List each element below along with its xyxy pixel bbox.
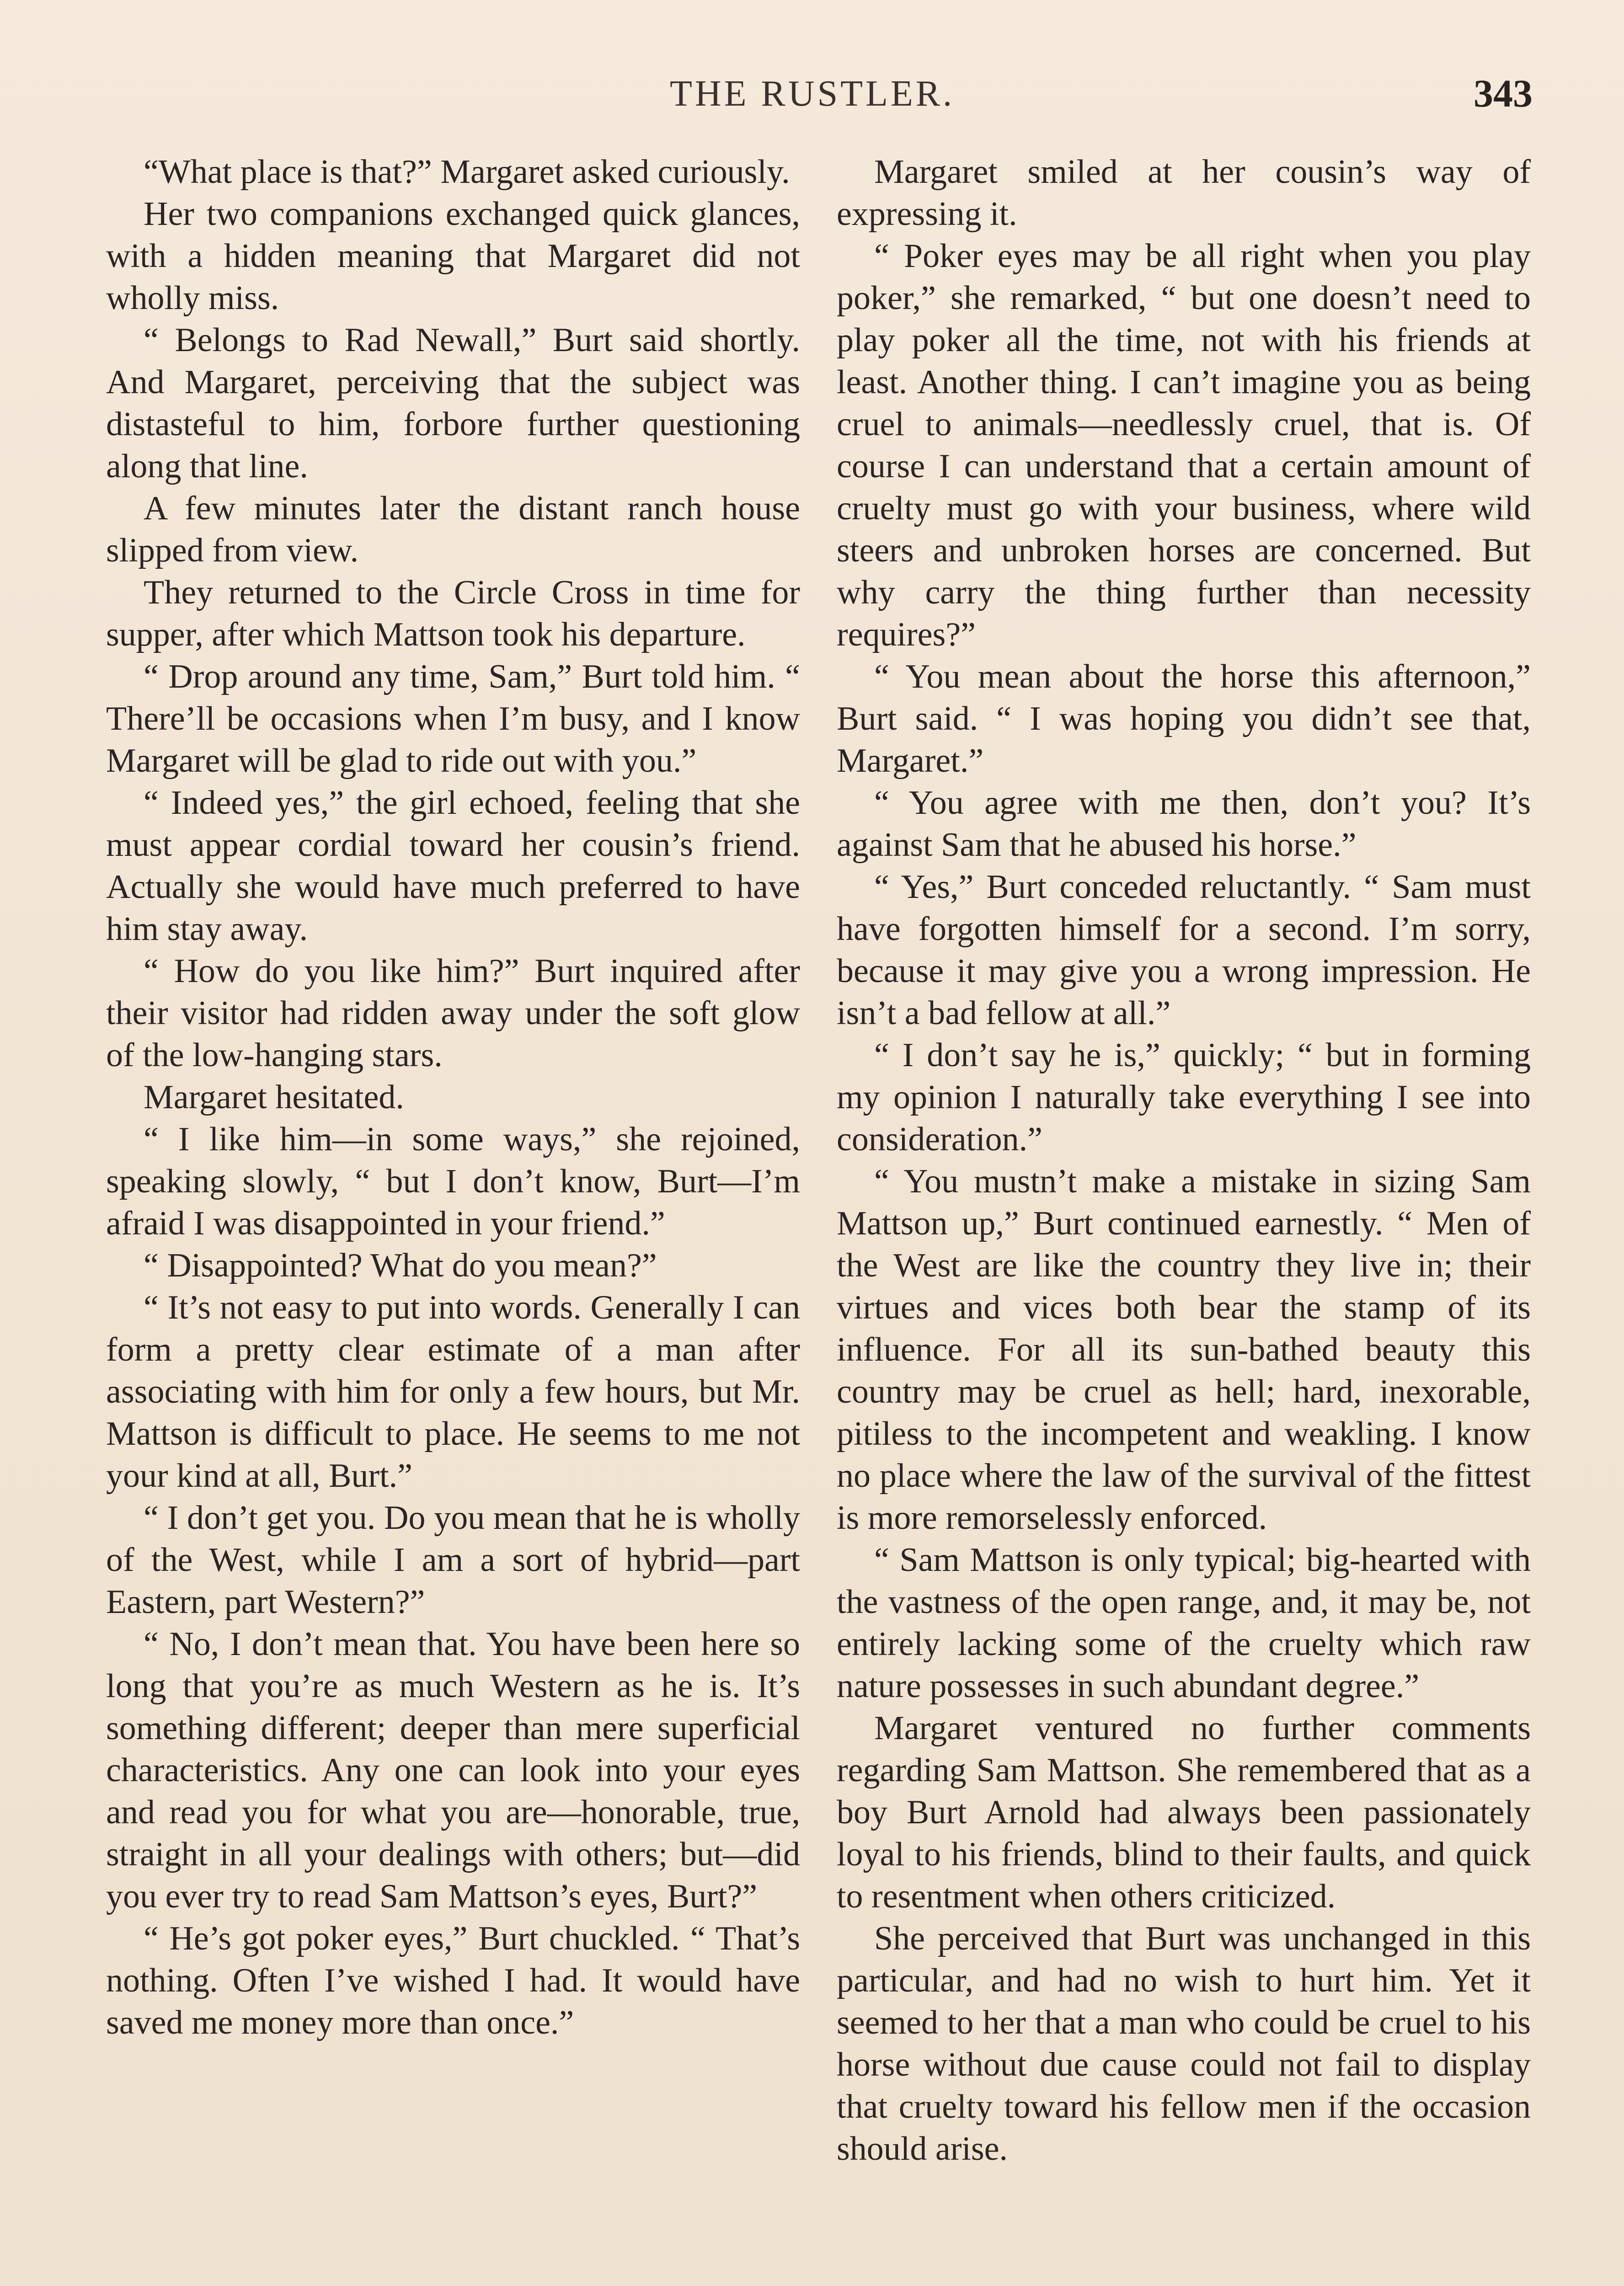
paragraph: “ Yes,” Burt conceded reluctantly. “ Sam must have forgotten himself for a second. I’m sorry, because it may give you a wrong impression. He isn’t a bad fellow at all.” <box>837 868 1531 1032</box>
paragraph: “ Poker eyes may be all right when you play poker,” she remarked, “ but one doesn’t need to play poker all the time, not with his friends at least. Another thing. I can’t imagine you as being cruel to animals—needlessly cruel, that is. Of course I can understand that a certain amount of cruelty must go with your business, where wild steers and unbroken horses are concerned. But why carry the thing further than necessity requires?” <box>837 237 1531 653</box>
page-number: 343 <box>1474 71 1533 115</box>
paragraph: “ Disappointed? What do you mean?” <box>144 1247 657 1284</box>
paragraph: “ No, I don’t mean that. You have been here so long that you’re as much Western as he is. It’s something different; deeper than mere superficial characteristics. Any one can look into your eyes and read you for what you are—honorable, true, straight in all your dealings with others; but—did you ever try to read Sam Mattson’s eyes, Burt?” <box>106 1625 800 1915</box>
paragraph: “ Drop around any time, Sam,” Burt told him. “ There’ll be occasions when I’m busy, and I know Margaret will be glad to ride out with you.” <box>106 658 800 780</box>
paragraph: “ I like him—in some ways,” she rejoined, speaking slowly, “ but I don’t know, Burt—I’m afraid I was disappointed in your friend.” <box>106 1121 800 1242</box>
paragraph: “ He’s got poker eyes,” Burt chuckled. “ That’s nothing. Often I’ve wished I had. It would have saved me money more than once.” <box>106 1920 800 2041</box>
paragraph: “What place is that?” Margaret asked curiously. <box>144 153 790 191</box>
paragraph: “ How do you like him?” Burt inquired after their visitor had ridden away under the soft glow of the low-hanging stars. <box>106 952 800 1074</box>
paragraph: Her two companions exchanged quick glances, with a hidden meaning that Margaret did not wholly miss. <box>106 195 800 317</box>
running-head <box>0 69 1624 123</box>
running-title: THE RUSTLER. <box>670 74 955 114</box>
paragraph: A few minutes later the distant ranch house slipped from view. <box>106 490 800 569</box>
paragraph: Margaret smiled at her cousin’s way of expressing it. <box>837 153 1531 233</box>
paragraph: “ Belongs to Rad Newall,” Burt said shortly. And Margaret, perceiving that the subject was distasteful to him, forbore further questioning along that line. <box>106 321 800 485</box>
paragraph: They returned to the Circle Cross in time for supper, after which Mattson took his departure. <box>106 574 800 653</box>
paragraph: Margaret hesitated. <box>144 1079 404 1116</box>
paragraph: “ Indeed yes,” the girl echoed, feeling that she must appear cordial toward her cousin’s friend. Actually she would have much preferred to have him stay away. <box>106 784 800 948</box>
paragraph: “ I don’t get you. Do you mean that he is wholly of the West, while I am a sort of hybrid—part Eastern, part Western?” <box>106 1499 800 1621</box>
paragraph: “ I don’t say he is,” quickly; “ but in forming my opinion I naturally take everything I see into consideration.” <box>837 1036 1531 1158</box>
paragraph: “ You mean about the horse this afternoon,” Burt said. “ I was hoping you didn’t see that, Margaret.” <box>837 658 1531 780</box>
paragraph: She perceived that Burt was unchanged in this particular, and had no wish to hurt him. Yet it seemed to her that a man who could be cruel to his horse without due cause could not fail to display that cruelty toward his fellow men if the occasion should arise. <box>837 1920 1531 2168</box>
paragraph: “ You mustn’t make a mistake in sizing Sam Mattson up,” Burt continued earnestly. “ Men of the West are like the country they live in; their virtues and vices both bear the stamp of its influence. For all its sun-bathed beauty this country may be cruel as hell; hard, inexorable, pitiless to the incompetent and weakling. I know no place where the law of the survival of the fittest is more remorselessly enforced. <box>837 1163 1531 1537</box>
left-column <box>106 151 800 2044</box>
paragraph: Margaret ventured no further comments regarding Sam Mattson. She remembered that as a boy Burt Arnold had always been passionately loyal to his friends, blind to their faults, and quick to resentment when others criticized. <box>837 1709 1531 1915</box>
paragraph: “ Sam Mattson is only typical; big-hearted with the vastness of the open range, and, it may be, not entirely lacking some of the cruelty which raw nature possesses in such abundant degree.” <box>837 1541 1531 1705</box>
paragraph: “ It’s not easy to put into words. Generally I can form a pretty clear estimate of a man after associating with him for only a few hours, but Mr. Mattson is difficult to place. He seems to me not your kind at all, Burt.” <box>106 1289 800 1495</box>
right-column <box>837 151 1531 2170</box>
paragraph: “ You agree with me then, don’t you? It’s against Sam that he abused his horse.” <box>837 784 1531 864</box>
